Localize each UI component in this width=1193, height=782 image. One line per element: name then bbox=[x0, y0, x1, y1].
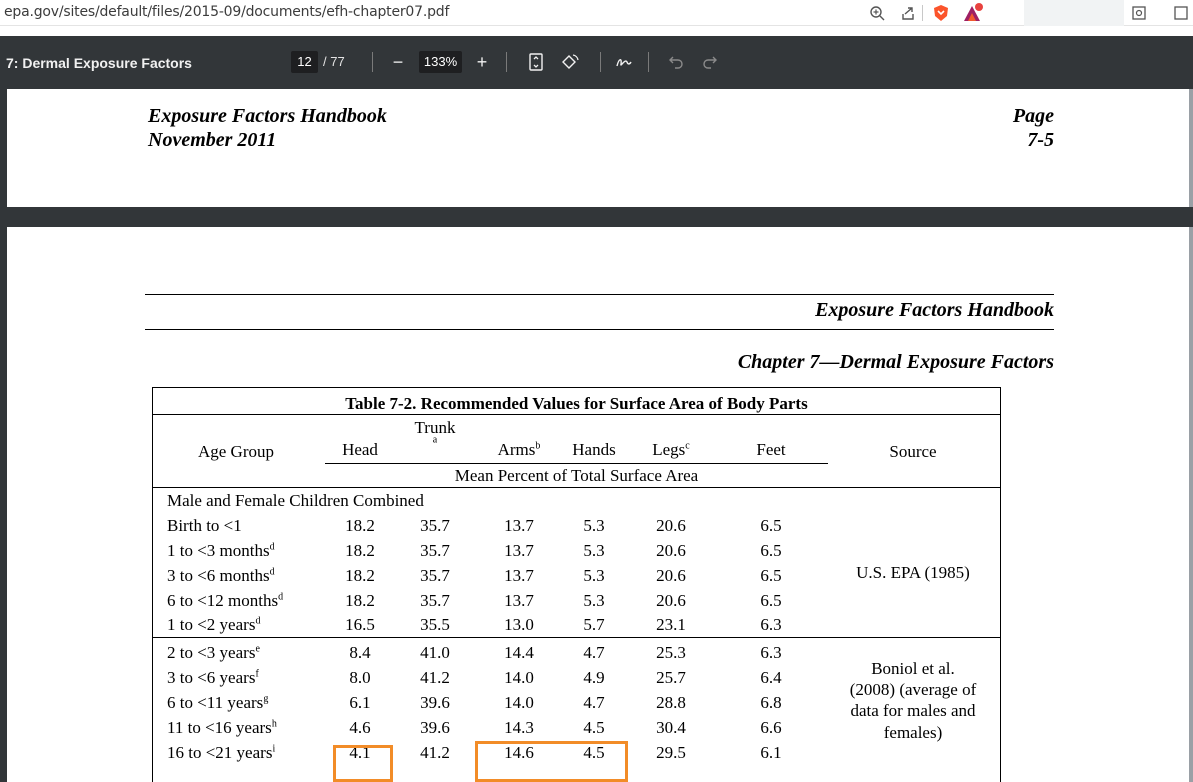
cell-legs: 23.1 bbox=[656, 615, 686, 634]
row-age-text: 3 to <6 months bbox=[167, 566, 270, 585]
prev-page-handbook-title: Exposure Factors Handbook bbox=[148, 105, 387, 127]
annotate-icon[interactable] bbox=[612, 49, 636, 75]
row-age bbox=[167, 668, 259, 688]
cell-legs: 30.4 bbox=[656, 718, 686, 737]
cell-hands: 4.9 bbox=[583, 668, 605, 687]
cell-hands: 5.3 bbox=[583, 566, 605, 585]
cell-trunk: 35.7 bbox=[420, 516, 450, 535]
cell-legs: 29.5 bbox=[656, 743, 686, 762]
row-age-text: 16 to <21 years bbox=[167, 743, 273, 762]
cell-head: 18.2 bbox=[345, 591, 375, 610]
col-header-source: Source bbox=[889, 442, 937, 461]
cell-head: 4.6 bbox=[349, 718, 371, 737]
cell-hands: 5.3 bbox=[583, 591, 605, 610]
col-header-head: Head bbox=[342, 440, 378, 459]
zoom-in-button[interactable]: + bbox=[476, 51, 488, 72]
undo-icon[interactable] bbox=[664, 49, 688, 75]
row-age bbox=[167, 615, 260, 635]
cell-trunk: 41.2 bbox=[420, 743, 450, 762]
cell-head: 18.2 bbox=[345, 541, 375, 560]
cell-trunk: 35.5 bbox=[420, 615, 450, 634]
toolbar-divider bbox=[372, 52, 373, 72]
group-label: Male and Female Children Combined bbox=[167, 491, 424, 510]
zoom-out-button[interactable]: − bbox=[392, 51, 404, 72]
cell-hands: 5.7 bbox=[583, 615, 605, 634]
subheader-rule bbox=[325, 463, 828, 464]
brave-shield-icon[interactable] bbox=[930, 2, 952, 24]
cell-arms: 13.0 bbox=[504, 615, 534, 634]
col-header-arms-cell bbox=[479, 440, 559, 460]
address-bar-icons bbox=[0, 0, 1193, 26]
table-title: Table 7-2. Recommended Values for Surface Area of Body Parts bbox=[345, 394, 808, 413]
source-boniol-line-3: data for males and bbox=[850, 701, 976, 720]
table-title-rule bbox=[153, 414, 1000, 415]
cell-head: 4.1 bbox=[349, 743, 371, 762]
cell-feet: 6.3 bbox=[760, 643, 782, 662]
cell-trunk: 39.6 bbox=[420, 718, 450, 737]
table-subheader: Mean Percent of Total Surface Area bbox=[454, 466, 699, 485]
cell-hands: 4.5 bbox=[583, 718, 605, 737]
fit-page-icon[interactable] bbox=[524, 49, 548, 75]
document-title: 7: Dermal Exposure Factors bbox=[6, 55, 192, 71]
cell-feet: 6.5 bbox=[760, 541, 782, 560]
toolbar-divider bbox=[600, 52, 601, 72]
cell-arms: 14.6 bbox=[504, 743, 534, 762]
cell-arms: 13.7 bbox=[504, 516, 534, 535]
col-header-trunk: Trunk bbox=[414, 418, 456, 437]
page-total: / 77 bbox=[323, 54, 345, 69]
source-boniol-line-4: females) bbox=[883, 723, 943, 742]
cell-feet: 6.8 bbox=[760, 693, 782, 712]
row-group-divider bbox=[153, 637, 1000, 638]
row-age-text: 6 to <11 years bbox=[167, 693, 264, 712]
row-age-text: 2 to <3 years bbox=[167, 643, 256, 662]
cell-head: 18.2 bbox=[345, 566, 375, 585]
cell-head: 6.1 bbox=[349, 693, 371, 712]
viewport-left-edge bbox=[0, 89, 7, 782]
row-age-text: 6 to <12 months bbox=[167, 591, 279, 610]
col-header-arms-footnote: b bbox=[535, 440, 541, 452]
cell-legs: 20.6 bbox=[656, 566, 686, 585]
page-separator bbox=[0, 207, 1193, 227]
cell-trunk: 35.7 bbox=[420, 591, 450, 610]
cell-arms: 13.7 bbox=[504, 591, 534, 610]
source-boniol-line-1: Boniol et al. bbox=[871, 659, 955, 678]
row-age-text: 1 to <3 months bbox=[167, 541, 270, 560]
cell-hands: 4.7 bbox=[583, 643, 605, 662]
split-view-icon[interactable] bbox=[1170, 2, 1192, 24]
col-header-legs-cell bbox=[631, 440, 711, 460]
row-age-text: Birth to <1 bbox=[167, 516, 242, 535]
prev-page-number: 7-5 bbox=[1027, 129, 1054, 151]
brave-rewards-icon[interactable] bbox=[962, 2, 984, 24]
cell-arms: 14.3 bbox=[504, 718, 534, 737]
scrollbar-track[interactable] bbox=[1189, 89, 1193, 782]
cell-legs: 28.8 bbox=[656, 693, 686, 712]
redo-icon[interactable] bbox=[698, 49, 722, 75]
page-number-input[interactable]: 12 bbox=[291, 51, 318, 73]
row-age-footnote: d bbox=[255, 615, 261, 627]
zoom-level-input[interactable]: 133% bbox=[419, 51, 462, 73]
cell-trunk: 41.2 bbox=[420, 668, 450, 687]
cell-trunk: 35.7 bbox=[420, 541, 450, 560]
pdf-toolbar bbox=[0, 36, 1193, 89]
highlight-box-arms-hands bbox=[475, 741, 628, 782]
header-bottom-rule bbox=[153, 487, 1000, 488]
row-age-footnote: d bbox=[269, 541, 275, 553]
col-header-feet: Feet bbox=[756, 440, 786, 459]
cell-head: 16.5 bbox=[345, 615, 375, 634]
row-age-text: 11 to <16 years bbox=[167, 718, 272, 737]
row-age bbox=[167, 718, 277, 738]
cell-feet: 6.5 bbox=[760, 516, 782, 535]
header-rule-mid bbox=[145, 329, 1054, 330]
url-text[interactable]: epa.gov/sites/default/files/2015-09/documents/efh-chapter07.pdf bbox=[4, 4, 450, 20]
address-bar[interactable] bbox=[0, 0, 1193, 26]
cell-feet: 6.5 bbox=[760, 566, 782, 585]
cell-hands: 4.5 bbox=[583, 743, 605, 762]
cell-hands: 4.7 bbox=[583, 693, 605, 712]
col-header-legs-footnote: c bbox=[685, 440, 690, 452]
col-header-age: Age Group bbox=[197, 442, 274, 461]
cell-feet: 6.6 bbox=[760, 718, 782, 737]
source-boniol-line-2: (2008) (average of bbox=[849, 680, 977, 699]
cell-legs: 20.6 bbox=[656, 516, 686, 535]
pdf-viewport[interactable] bbox=[0, 89, 1193, 782]
col-header-legs: Legs bbox=[652, 440, 686, 459]
cell-feet: 6.4 bbox=[760, 668, 782, 687]
prev-page-date: November 2011 bbox=[148, 129, 277, 151]
cell-legs: 25.3 bbox=[656, 643, 686, 662]
row-age bbox=[167, 541, 275, 561]
surface-area-table bbox=[152, 387, 1001, 782]
col-header-trunk-footnote: a bbox=[432, 434, 438, 446]
cell-feet: 6.1 bbox=[760, 743, 782, 762]
source-epa: U.S. EPA (1985) bbox=[856, 563, 970, 582]
reader-mode-icon[interactable] bbox=[1128, 2, 1150, 24]
cell-head: 18.2 bbox=[345, 516, 375, 535]
cell-arms: 13.7 bbox=[504, 541, 534, 560]
cell-feet: 6.3 bbox=[760, 615, 782, 634]
cell-legs: 25.7 bbox=[656, 668, 686, 687]
row-age-footnote: f bbox=[255, 668, 259, 680]
row-age bbox=[167, 743, 275, 763]
row-age bbox=[167, 516, 242, 536]
cell-legs: 20.6 bbox=[656, 541, 686, 560]
row-age bbox=[167, 693, 268, 713]
row-age-footnote: e bbox=[255, 643, 260, 655]
col-header-hands: Hands bbox=[572, 440, 616, 459]
header-rule-top bbox=[145, 294, 1054, 295]
toolbar-divider bbox=[648, 52, 649, 72]
cell-arms: 14.0 bbox=[504, 693, 534, 712]
highlight-box-head bbox=[333, 745, 393, 782]
row-age-footnote: d bbox=[269, 566, 275, 578]
address-divider bbox=[922, 5, 923, 21]
cell-feet: 6.5 bbox=[760, 591, 782, 610]
cell-legs: 20.6 bbox=[656, 591, 686, 610]
row-age-text: 3 to <6 years bbox=[167, 668, 256, 687]
row-age-footnote: d bbox=[278, 591, 284, 603]
cell-head: 8.0 bbox=[349, 668, 371, 687]
row-age-footnote: h bbox=[271, 718, 277, 730]
prev-page-label: Page bbox=[1012, 105, 1054, 127]
col-header-arms: Arms bbox=[497, 440, 536, 459]
cell-hands: 5.3 bbox=[583, 541, 605, 560]
row-age bbox=[167, 591, 283, 611]
cell-head: 8.4 bbox=[349, 643, 371, 662]
cell-trunk: 41.0 bbox=[420, 643, 450, 662]
cell-hands: 5.3 bbox=[583, 516, 605, 535]
page-header-chapter: Chapter 7—Dermal Exposure Factors bbox=[737, 351, 1054, 373]
rotate-icon[interactable] bbox=[558, 49, 582, 75]
row-age bbox=[167, 643, 260, 663]
row-age-text: 1 to <2 years bbox=[167, 615, 256, 634]
row-age-footnote: i bbox=[272, 743, 276, 755]
cell-trunk: 35.7 bbox=[420, 566, 450, 585]
address-bar-gap bbox=[1024, 0, 1124, 26]
row-age bbox=[167, 566, 275, 586]
row-age-footnote: g bbox=[263, 693, 269, 705]
cell-arms: 14.4 bbox=[504, 643, 534, 662]
cell-arms: 14.0 bbox=[504, 668, 534, 687]
share-icon[interactable] bbox=[897, 2, 919, 24]
zoom-icon[interactable] bbox=[866, 2, 888, 24]
cell-arms: 13.7 bbox=[504, 566, 534, 585]
toolbar-divider bbox=[506, 52, 507, 72]
page-header-handbook: Exposure Factors Handbook bbox=[815, 299, 1054, 321]
cell-trunk: 39.6 bbox=[420, 693, 450, 712]
